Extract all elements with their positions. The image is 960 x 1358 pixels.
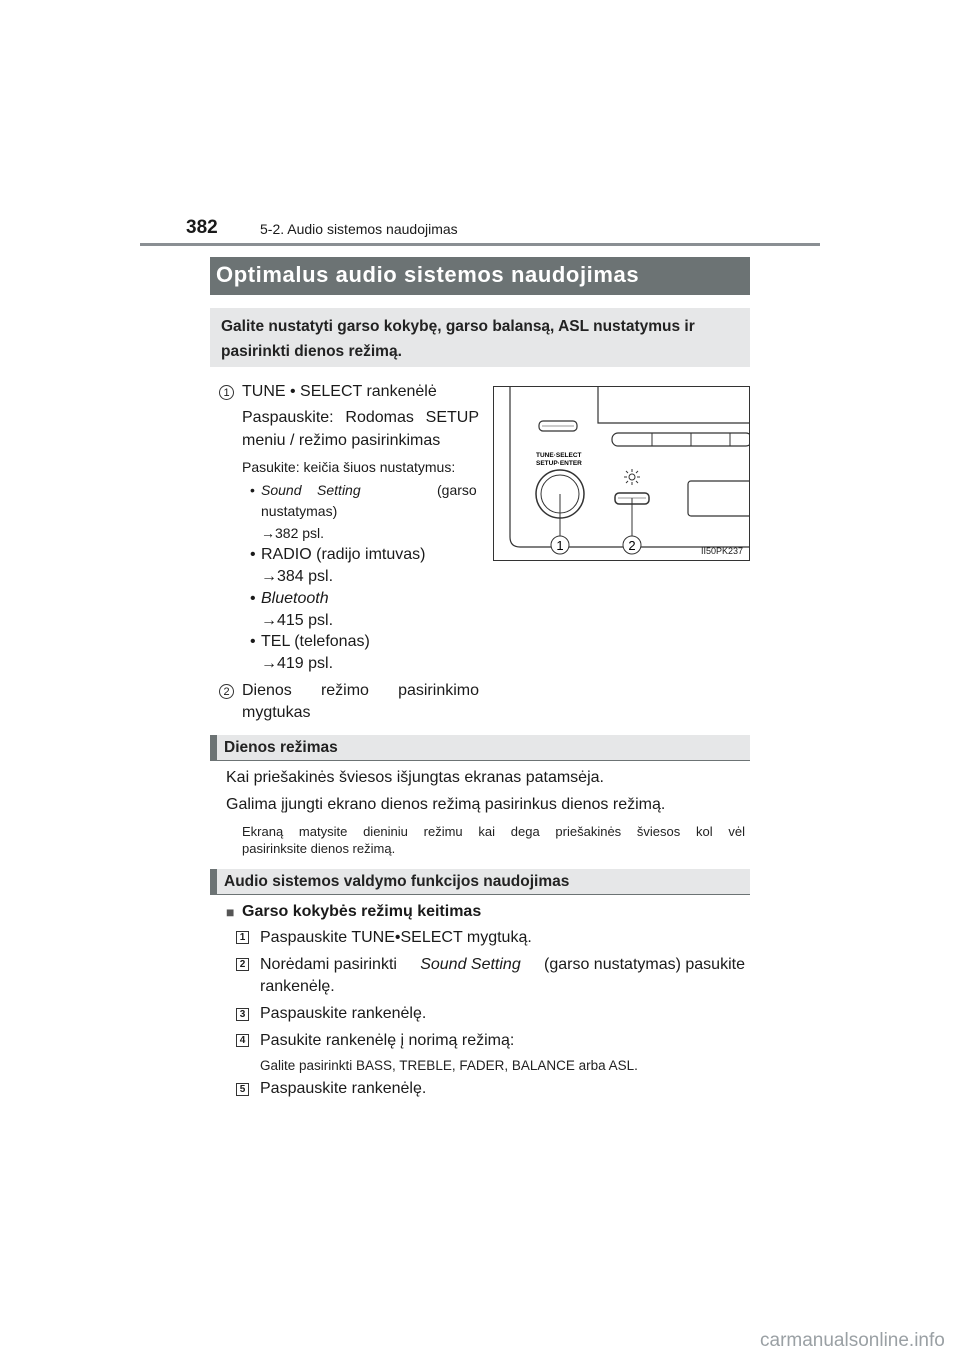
- square-bullet-icon: ■: [226, 904, 235, 920]
- watermark: carmanualsonline.info: [760, 1330, 945, 1351]
- figure-code: II50PK237: [700, 546, 743, 556]
- step-4-note: Galite pasirinkti BASS, TREBLE, FADER, BALANCE arba ASL.: [260, 1058, 638, 1073]
- callout-1-title: TUNE • SELECT rankenėlė: [242, 383, 437, 400]
- intro-line-1: Galite nustatyti garso kokybę, garso balansą, ASL nustatymus ir: [221, 318, 695, 335]
- step-number-3: 3: [236, 1008, 249, 1021]
- step-2-line-1: [260, 956, 745, 974]
- option-sound-setting-cont: nustatymas): [261, 503, 338, 519]
- functions-heading-bar: [210, 869, 750, 895]
- step-5-text: Paspauskite rankenėlę.: [260, 1080, 427, 1097]
- marker-1-text: 1: [556, 538, 564, 553]
- sound-quality-subheading: Garso kokybės režimų keitimas: [242, 903, 482, 920]
- option-bluetooth: Bluetooth: [261, 590, 329, 607]
- bullet: •: [250, 590, 256, 607]
- day-mode-paragraph-2: Galima įjungti ekrano dienos režimą pasirinkus dienos režimą.: [226, 796, 666, 813]
- step-4-text: Pasukite rankenėlę į norimą režimą:: [260, 1032, 515, 1049]
- day-mode-heading-bar: [210, 735, 750, 761]
- section-reference: 5-2. Audio sistemos naudojimas: [260, 221, 458, 237]
- heading-accent: [210, 735, 217, 760]
- option-sound-setting-suffix: (garso: [437, 482, 477, 498]
- bullet: •: [250, 482, 255, 498]
- functions-heading: Audio sistemos valdymo funkcijos naudojimas: [224, 873, 570, 890]
- step-number-1: 1: [236, 931, 249, 944]
- step-2-post: (garso nustatymas) pasukite: [544, 956, 745, 973]
- page-ref-415: →415 psl.: [261, 612, 334, 629]
- callout-2-line-2: mygtukas: [242, 704, 311, 721]
- step-number-2: 2: [236, 958, 249, 971]
- step-2-line-2: rankenėlę.: [260, 978, 335, 995]
- step-2-sound-setting: Sound Setting: [420, 956, 521, 973]
- audio-panel-illustration: [494, 387, 749, 560]
- step-1-text: Paspauskite TUNE•SELECT mygtuką.: [260, 929, 532, 946]
- display-bezel: [598, 387, 749, 423]
- day-mode-note-line-1: Ekraną matysite dieniniu režimu kai dega priešakinės šviesos kol vėl: [242, 824, 745, 839]
- step-number-5: 5: [236, 1083, 249, 1096]
- page-ref-419: →419 psl.: [261, 655, 334, 672]
- callout-1-press-line-1: Paspauskite: Rodomas SETUP: [242, 409, 479, 426]
- page-title: Optimalus audio sistemos naudojimas: [216, 262, 640, 287]
- option-tel: TEL (telefonas): [261, 633, 370, 650]
- header-rule: [140, 243, 820, 246]
- option-sound-setting: Sound Setting: [261, 482, 361, 498]
- intro-line-2: pasirinkti dienos režimą.: [221, 343, 402, 360]
- page-number: 382: [186, 217, 218, 238]
- callout-number-1: 1: [219, 385, 234, 400]
- bullet: •: [250, 546, 256, 563]
- heading-accent: [210, 869, 217, 894]
- callout-2-line-1: Dienos režimo pasirinkimo: [242, 682, 479, 699]
- right-panel-section: [688, 481, 749, 516]
- day-mode-paragraph-1: Kai priešakinės šviesos išjungtas ekranas patamsėja.: [226, 769, 604, 786]
- page-ref-384: →384 psl.: [261, 568, 334, 585]
- day-mode-heading: Dienos režimas: [224, 739, 338, 756]
- callout-number-2: 2: [219, 684, 234, 699]
- preset-buttons: [612, 433, 749, 446]
- panel-outline: [510, 387, 749, 547]
- option-radio: RADIO (radijo imtuvas): [261, 546, 426, 563]
- step-number-4: 4: [236, 1034, 249, 1047]
- knob-label-1: TUNE·SELECT: [536, 452, 582, 459]
- knob-label-2: SETUP·ENTER: [536, 460, 582, 467]
- callout-1-press-line-2: meniu / režimo pasirinkimas: [242, 432, 441, 449]
- step-2-pre: Norėdami pasirinkti: [260, 956, 397, 973]
- audio-panel-figure: [493, 386, 750, 561]
- sun-icon: [624, 469, 640, 485]
- marker-2-text: 2: [628, 538, 636, 553]
- day-mode-note-line-2: pasirinksite dienos režimą.: [242, 841, 396, 856]
- callout-1-turn-text: Pasukite: keičia šiuos nustatymus:: [242, 459, 456, 475]
- bullet: •: [250, 633, 256, 650]
- page-ref-382: →382 psl.: [261, 525, 325, 541]
- step-3-text: Paspauskite rankenėlę.: [260, 1005, 427, 1022]
